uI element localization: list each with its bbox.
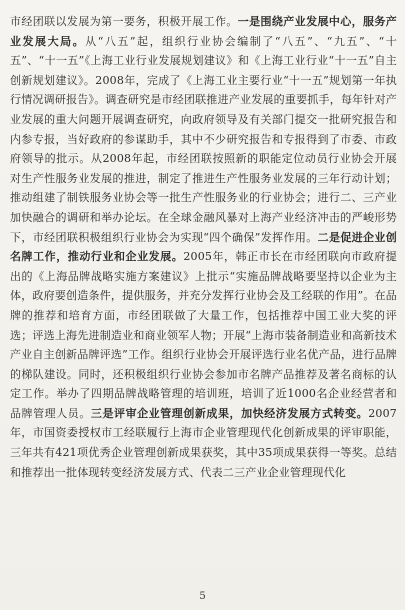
bold-heading-run: 一是围绕产业发展中心，服务产业发展大局。: [10, 15, 397, 48]
page-number: 5: [199, 591, 206, 602]
text-run: 2005年，韩正市长在市经团联向市政府提出的《上海品牌战略实施方案建议》上批示“实施品牌战略要坚持以企业为主体，政府要创造条件，提供服务，并充分发挥行业协会及工经联的作用”。在品牌的推荐和培育方面，市经团联做了大量工作，包括推荐中国工业大奖的评选；评选上海先进制造业和商业领军人物；开展“上海市装备制造业和高新技术产业自主创新品牌评选”工作。组织行业协会开展评选行业名优产品，进行品牌的梯队建设。同时，还积极组织行业协会参加市名牌产品推荐及著名商标的认定工作。举办了四期品牌战略管理的培训班，培训了近1000名企业经营者和品牌管理人员。: [10, 250, 397, 420]
bold-heading-run: 三是评审企业管理创新成果，加快经济发展方式转变。: [90, 406, 369, 420]
text-run: 从“八五”起，组织行业协会编制了“八五”、“九五”、“十五”、“十一五”《上海工业行业发展规划建议》和《上海工业行业“十一五”自主创新规划建议》。2008年，完成了《上海工业主要行业“十一五”规划第一年执行情况调研报告》。调查研究是市经团联推进产业发展的重要抓手，每年针对产业发展的重大问题开展调查研究，向政府领导及有关部门提交一批研究报告和内参专报，当好政府的参谋助手，其中不少研究报告和专报得到了市委、市政府领导的批示。从2008年起，市经团联按照新的职能定位动员行业协会开展对生产性服务业发展的推进，制定了推进生产性服务业发展的三年行动计划；推动组建了制铁服务业协会等一批生产性服务业的行业协会；进行二、三产业加快融合的调研和举办论坛。在全球金融风暴对上海产业经济冲击的严峻形势下，市经团联积极组织行业协会为实现“四个确保”发挥作用。: [10, 34, 397, 244]
text-run: 市经团联以发展为第一要务，积极开展工作。: [10, 15, 238, 28]
text-run: 2007年，市国资委授权市工经联履行上海市企业管理现代化创新成果的评审职能，三年共有421项优秀企业管理创新成果获奖，其中35项成果获得一等奖。总结和推荐出一批体现转变经济发展方式、代表二三产业企业管理现代化: [10, 406, 397, 479]
bold-heading-run: 二是促进企业创名牌工作，推动行业和企业发展。: [10, 230, 397, 264]
paragraph: [10, 12, 397, 482]
body-text: [10, 12, 397, 482]
